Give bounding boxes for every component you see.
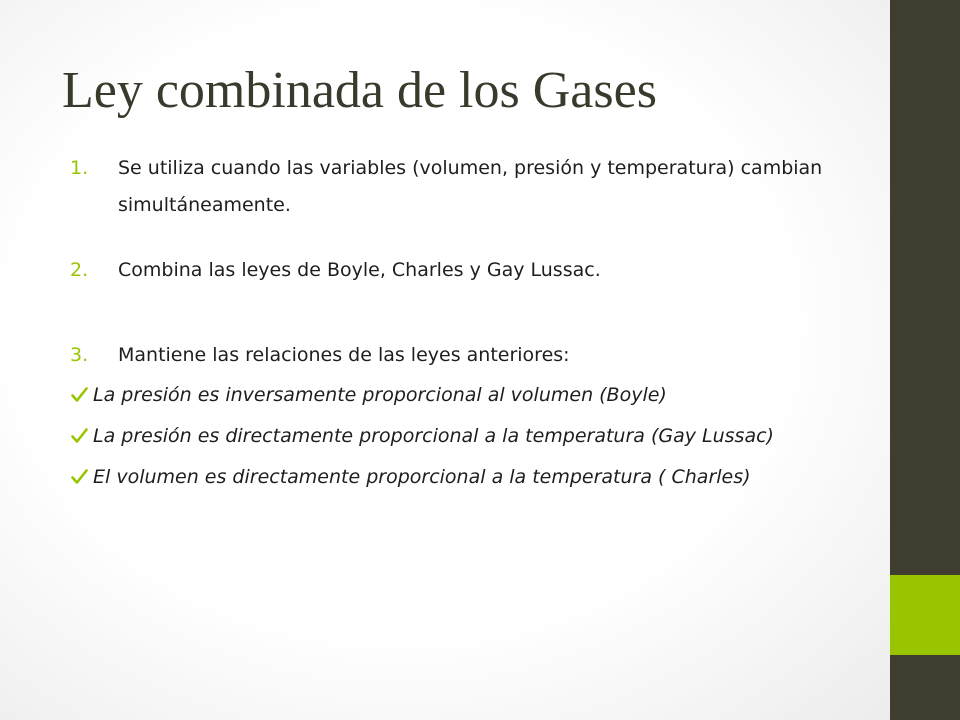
check-item-1 — [70, 380, 850, 411]
right-accent-block — [890, 575, 960, 655]
check-item-2 — [70, 421, 850, 452]
numbered-item-3 — [70, 337, 850, 374]
item-text: Mantiene las relaciones de las leyes anteriores: — [118, 344, 570, 366]
item-number: 1. — [70, 157, 89, 179]
slide-content — [70, 150, 850, 493]
check-item-text: La presión es directamente proporcional a la temperatura (Gay Lussac) — [93, 425, 774, 447]
numbered-item-2 — [70, 252, 850, 289]
checkmark-icon — [71, 421, 89, 452]
check-item-text: El volumen es directamente proporcional a la temperatura ( Charles) — [93, 466, 751, 488]
checkmark-icon — [71, 462, 89, 493]
numbered-item-1 — [70, 150, 850, 224]
checkmark-icon — [71, 380, 89, 411]
item-number: 2. — [70, 259, 89, 281]
item-text: Combina las leyes de Boyle, Charles y Gay Lussac. — [118, 259, 601, 281]
check-item-3 — [70, 462, 850, 493]
check-item-text: La presión es inversamente proporcional al volumen (Boyle) — [93, 384, 667, 406]
slide-title: Ley combinada de los Gases — [62, 62, 657, 119]
item-number: 3. — [70, 344, 89, 366]
item-text: Se utiliza cuando las variables (volumen, presión y temperatura) cambian simultáneamente. — [118, 157, 823, 216]
